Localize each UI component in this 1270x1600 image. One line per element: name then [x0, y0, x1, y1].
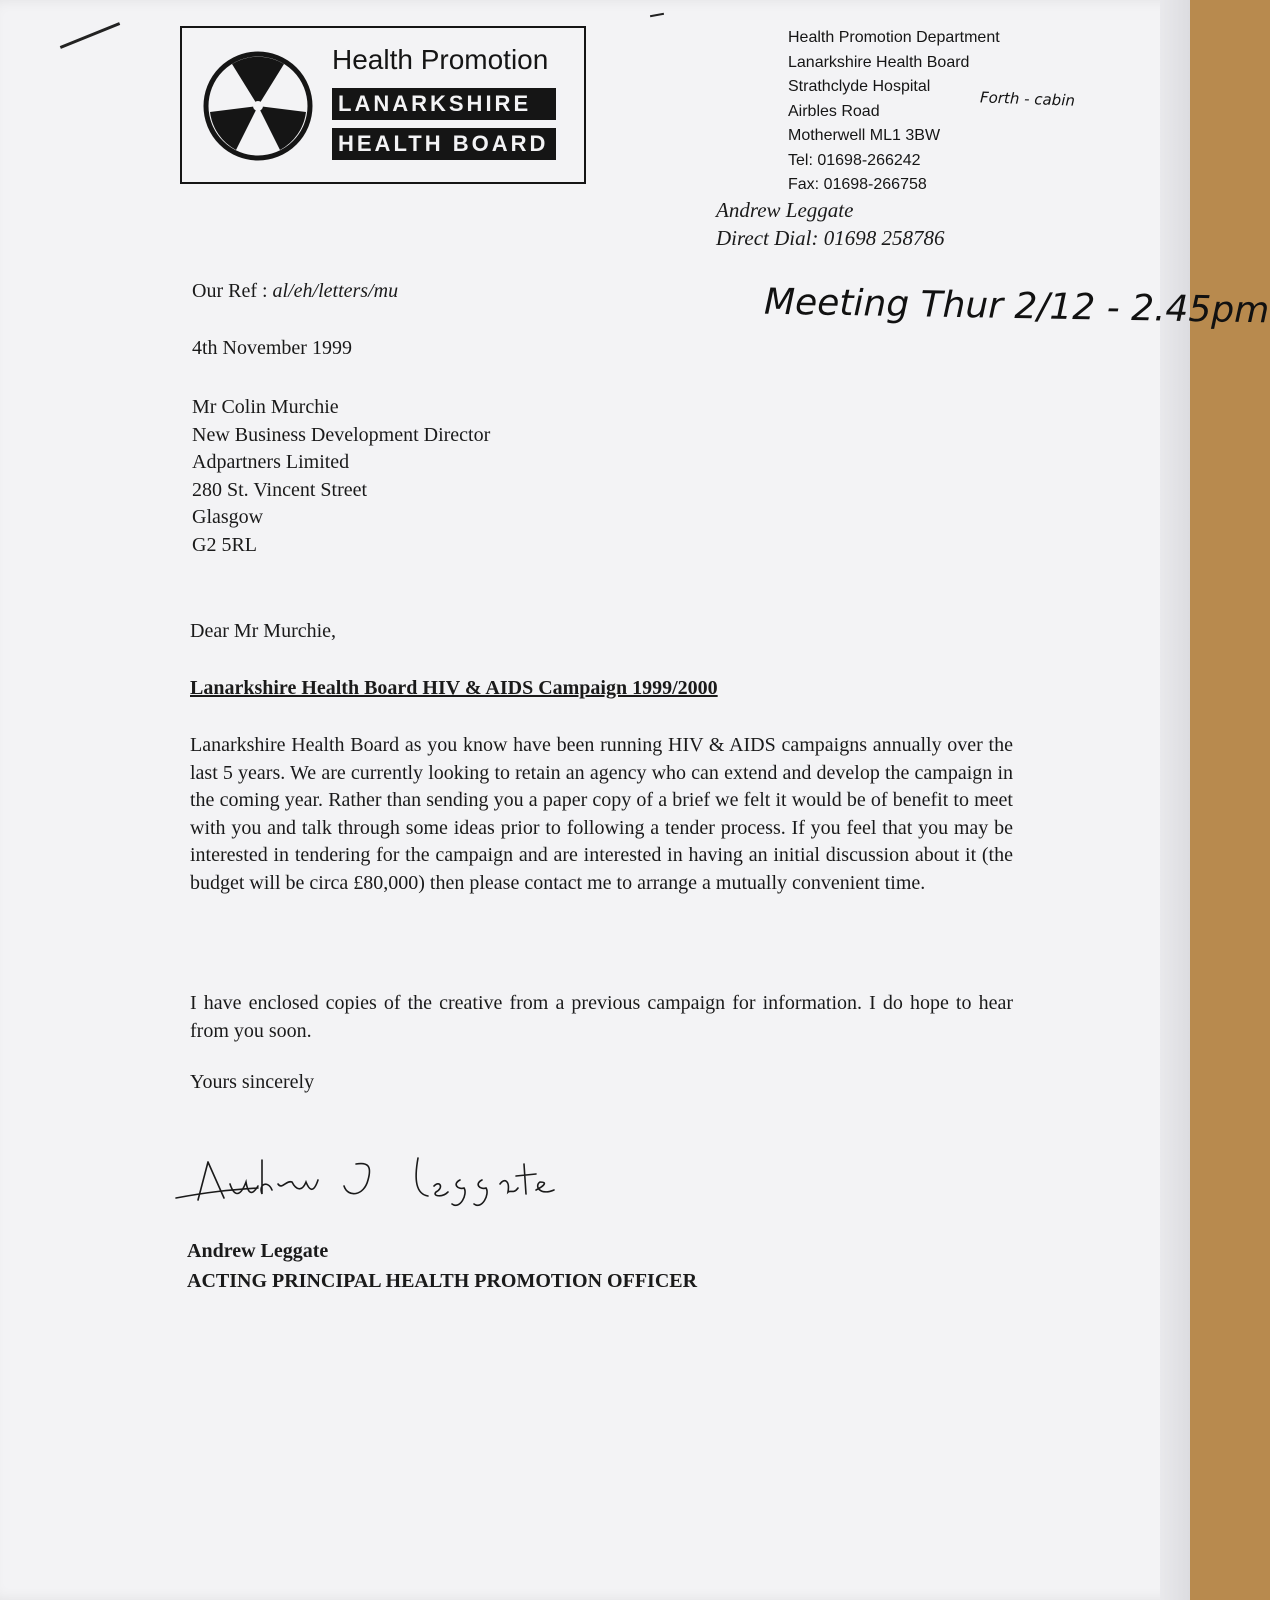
- pen-mark: [650, 13, 664, 17]
- page-edge: [1160, 0, 1190, 1600]
- contact-name: Andrew Leggate: [716, 198, 854, 222]
- contact-block: [716, 196, 944, 252]
- letterhead-logo: [180, 26, 586, 184]
- ref-value: al/eh/letters/mu: [272, 280, 399, 302]
- recipient-address: [192, 394, 490, 559]
- address-line: Health Promotion Department: [788, 29, 1000, 46]
- letterhead-address: [788, 26, 1000, 198]
- direct-dial: Direct Dial: 01698 258786: [716, 226, 945, 250]
- handwritten-meeting-note: Meeting Thur 2/12 - 2.45pm: [763, 281, 1270, 332]
- reference-line: [192, 280, 398, 303]
- closing: Yours sincerely: [190, 1071, 315, 1093]
- recipient-line: Adpartners Limited: [192, 451, 350, 473]
- recipient-line: Mr Colin Murchie: [192, 396, 339, 418]
- recipient-line: New Business Development Director: [192, 423, 491, 446]
- trefoil-circle-icon: [202, 50, 314, 162]
- handwritten-top-note: Forth - cabin: [979, 88, 1076, 110]
- signatory-name: Andrew Leggate: [187, 1240, 329, 1262]
- logo-title: Health Promotion: [332, 44, 549, 75]
- recipient-line: 280 St. Vincent Street: [192, 478, 368, 501]
- address-line: Lanarkshire Health Board: [788, 53, 970, 71]
- address-line: Tel: 01698-266242: [788, 151, 921, 169]
- logo-band-lanarkshire: LANARKSHIRE: [332, 88, 556, 120]
- pen-mark: [60, 22, 120, 49]
- address-line: Motherwell ML1 3BW: [788, 127, 941, 144]
- signatory-title: ACTING PRINCIPAL HEALTH PROMOTION OFFICER: [187, 1270, 698, 1292]
- body-paragraph: Lanarkshire Health Board as you know have been running HIV & AIDS campaigns annually over the last 5 years. We are currently looking to retain an agency who can extend and develop the campaign in the coming year. Rather than sending you a paper copy of a brief we felt it would be of benefit to meet with you and talk through some ideas prior to following a tender process. If you feel that you may be interested in tendering for the campaign and are interested in having an initial discussion about it (the budget will be circa £80,000) then please contact me to arrange a mutually convenient time.: [190, 734, 1013, 894]
- address-line: Airbles Road: [788, 102, 880, 120]
- address-line: Fax: 01698-266758: [788, 176, 927, 193]
- salutation: Dear Mr Murchie,: [190, 620, 337, 642]
- handwritten-signature: [168, 1150, 568, 1220]
- recipient-line: Glasgow: [192, 506, 264, 528]
- recipient-line: G2 5RL: [192, 533, 257, 556]
- subject-line: Lanarkshire Health Board HIV & AIDS Campaign 1999/2000: [190, 677, 718, 699]
- body-paragraph: I have enclosed copies of the creative from a previous campaign for information. I do hope to hear from you soon.: [190, 992, 1013, 1042]
- address-line: Strathclyde Hospital: [788, 78, 931, 95]
- ref-label: Our Ref :: [192, 280, 268, 302]
- letter-date: 4th November 1999: [192, 337, 352, 359]
- logo-band-health-board: HEALTH BOARD: [332, 128, 556, 160]
